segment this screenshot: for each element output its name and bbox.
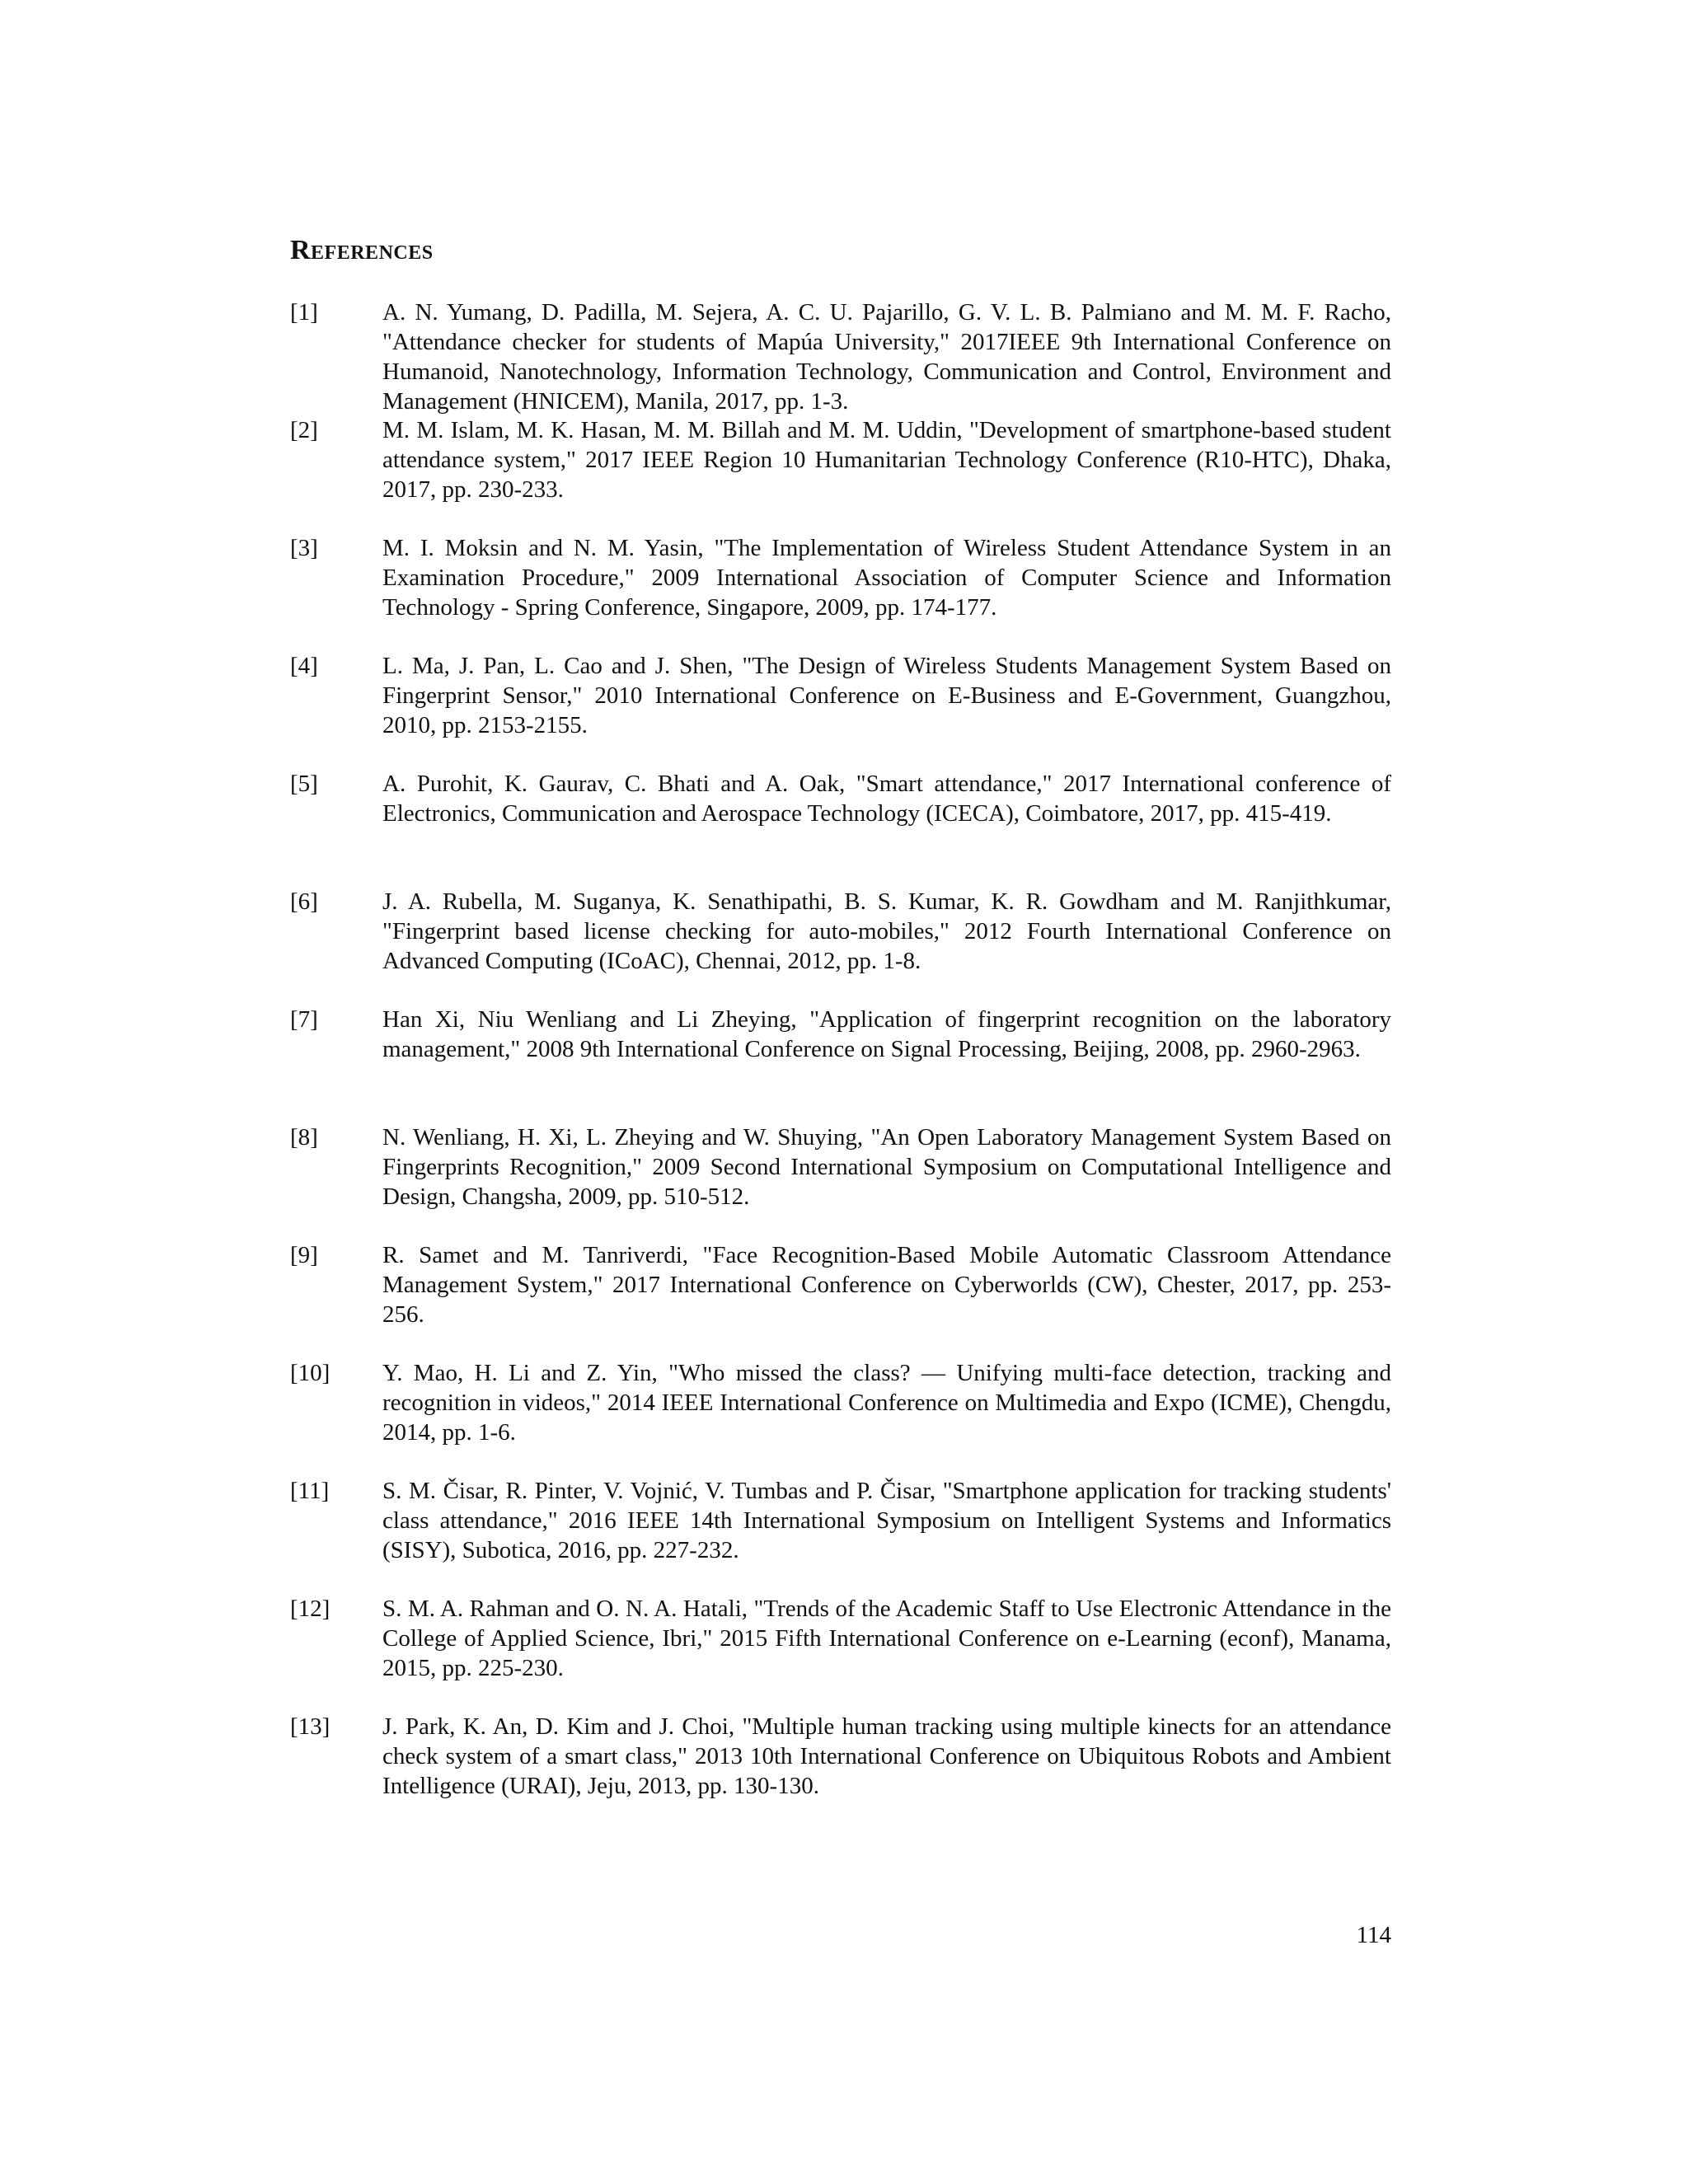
reference-entry-2: [290, 415, 1391, 533]
reference-number: [6]: [290, 888, 318, 915]
reference-text: J. Park, K. An, D. Kim and J. Choi, "Multiple human tracking using multiple kinects for an attendance check system of a smart class," 2013 10th International Conference on Ubiquitous Robots and Ambient Intelligence (URAI), Jeju, 2013, pp. 130-130.: [382, 1713, 1391, 1799]
reference-number: [5]: [290, 771, 318, 797]
reference-entry-1: [290, 298, 1391, 415]
reference-text: S. M. A. Rahman and O. N. A. Hatali, "Trends of the Academic Staff to Use Electronic Attendance in the College of Applied Science, Ibri," 2015 Fifth International Conference on e-Learning (econf), Manama, 2015, pp. 225-230.: [382, 1596, 1391, 1681]
reference-text: Y. Mao, H. Li and Z. Yin, "Who missed the class? — Unifying multi-face detection, tracking and recognition in videos," 2014 IEEE International Conference on Multimedia and Expo (ICME), Chengdu, 2014, pp. 1-6.: [382, 1360, 1391, 1446]
reference-text: L. Ma, J. Pan, L. Cao and J. Shen, "The Design of Wireless Students Management System Based on Fingerprint Sensor," 2010 International Conference on E-Business and E-Government, Guangzhou, 2010, pp. 2153-2155.: [382, 653, 1391, 738]
reference-text: R. Samet and M. Tanriverdi, "Face Recognition-Based Mobile Automatic Classroom Attendance Management System," 2017 International Conference on Cyberworlds (CW), Chester, 2017, pp. 253-256.: [382, 1242, 1391, 1328]
reference-text: A. N. Yumang, D. Padilla, M. Sejera, A. C. U. Pajarillo, G. V. L. B. Palmiano and M. M. F. Racho, "Attendance checker for students of Mapúa University," 2017IEEE 9th International Conference on Humanoid, Nanotechnology, Information Technology, Communication and Control, Environment and Management (HNICEM), Manila, 2017, pp. 1-3.: [382, 299, 1391, 415]
references-heading: References: [290, 235, 434, 265]
reference-entry-11: [290, 1476, 1391, 1594]
reference-entry-13: [290, 1712, 1391, 1830]
reference-text: M. I. Moksin and N. M. Yasin, "The Implementation of Wireless Student Attendance System in an Examination Procedure," 2009 International Association of Computer Science and Information Technology - Spring Conference, Singapore, 2009, pp. 174-177.: [382, 535, 1391, 621]
reference-number: [11]: [290, 1478, 330, 1504]
reference-number: [7]: [290, 1006, 318, 1033]
reference-text: S. M. Čisar, R. Pinter, V. Vojnić, V. Tumbas and P. Čisar, "Smartphone application for tracking students' class attendance," 2016 IEEE 14th International Symposium on Intelligent Systems and Informatics (SISY), Subotica, 2016, pp. 227-232.: [382, 1478, 1391, 1563]
reference-text: M. M. Islam, M. K. Hasan, M. M. Billah and M. M. Uddin, "Development of smartphone-based student attendance system," 2017 IEEE Region 10 Humanitarian Technology Conference (R10-HTC), Dhaka, 2017, pp. 230-233.: [382, 417, 1391, 503]
reference-number: [13]: [290, 1713, 331, 1740]
reference-entry-10: [290, 1358, 1391, 1476]
page-number: 114: [1356, 1922, 1391, 1948]
reference-entry-3: [290, 533, 1391, 651]
reference-entry-7: [290, 1005, 1391, 1122]
reference-number: [9]: [290, 1242, 318, 1268]
reference-list: [290, 298, 1391, 1830]
reference-entry-5: [290, 769, 1391, 887]
reference-entry-8: [290, 1122, 1391, 1240]
reference-entry-6: [290, 887, 1391, 1005]
reference-number: [4]: [290, 653, 318, 679]
reference-text: Han Xi, Niu Wenliang and Li Zheying, "Application of fingerprint recognition on the laboratory management," 2008 9th International Conference on Signal Processing, Beijing, 2008, pp. 2960-2963.: [382, 1006, 1391, 1062]
reference-number: [1]: [290, 299, 318, 326]
reference-text: N. Wenliang, H. Xi, L. Zheying and W. Shuying, "An Open Laboratory Management System Based on Fingerprints Recognition," 2009 Second International Symposium on Computational Intelligence and Design, Changsha, 2009, pp. 510-512.: [382, 1124, 1391, 1210]
reference-text: A. Purohit, K. Gaurav, C. Bhati and A. Oak, "Smart attendance," 2017 International conference of Electronics, Communication and Aerospace Technology (ICECA), Coimbatore, 2017, pp. 415-419.: [382, 771, 1391, 827]
reference-number: [12]: [290, 1596, 331, 1622]
reference-number: [3]: [290, 535, 318, 561]
reference-entry-9: [290, 1240, 1391, 1358]
reference-entry-4: [290, 651, 1391, 769]
reference-text: J. A. Rubella, M. Suganya, K. Senathipathi, B. S. Kumar, K. R. Gowdham and M. Ranjithkumar, "Fingerprint based license checking for auto-mobiles," 2012 Fourth International Conference on Advanced Computing (ICoAC), Chennai, 2012, pp. 1-8.: [382, 888, 1391, 974]
reference-number: [2]: [290, 417, 318, 443]
reference-number: [10]: [290, 1360, 331, 1386]
reference-number: [8]: [290, 1124, 318, 1151]
reference-entry-12: [290, 1594, 1391, 1712]
